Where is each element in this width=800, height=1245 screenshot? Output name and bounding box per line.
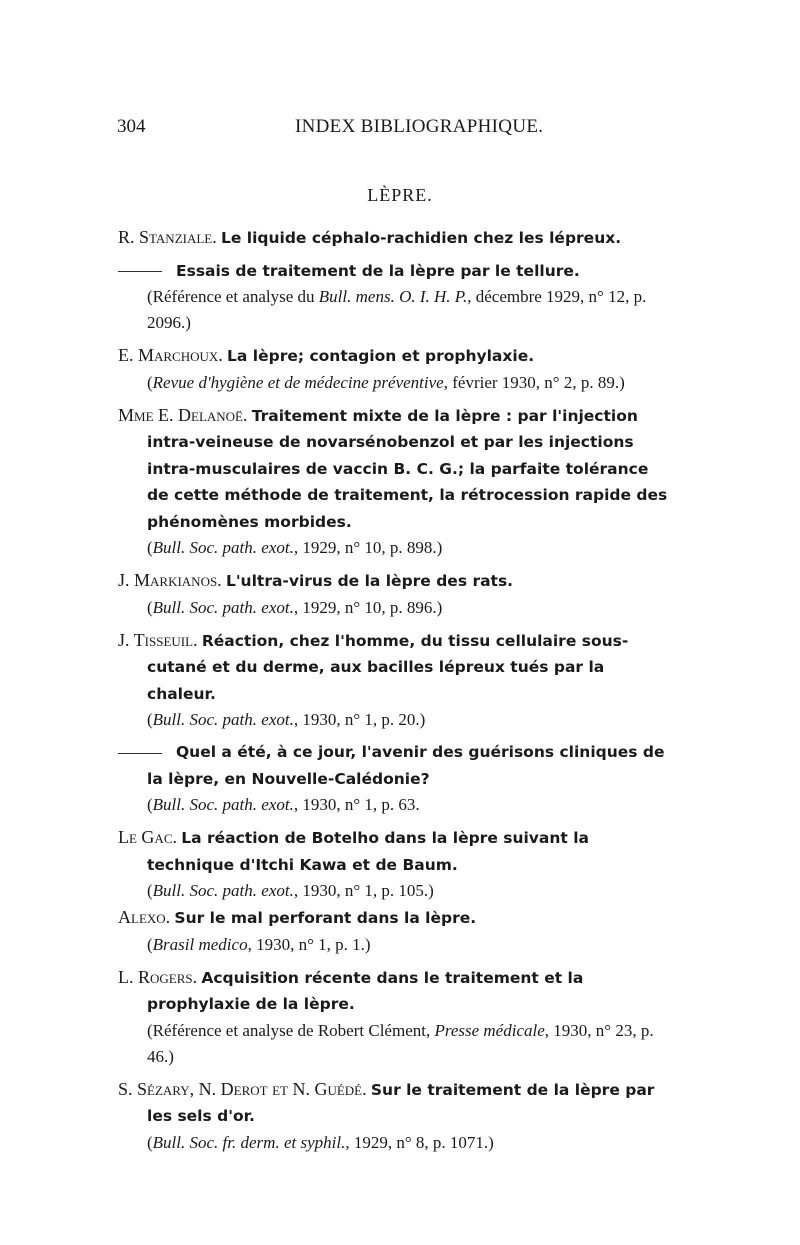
ditto-dash [118,753,162,754]
bibliography-entry [0,258,800,337]
reference-source: Bull. Soc. path. exot. [152,538,294,557]
running-title: INDEX BIBLIOGRAPHIQUE. [295,116,544,137]
reference-source: Bull. Soc. fr. derm. et syphil. [152,1132,346,1152]
reference-source: Bull. mens. O. I. H. P. [318,287,468,306]
reference-source: Revue d'hygiène et de médecine préventive [152,372,444,392]
entry-author: Mme E. Delanoë. [118,404,248,425]
entry-reference: (Bull. Soc. path. exot., 1930, n° 1, p. 105.) [147,881,434,900]
page-number: 304 [117,116,146,137]
entry-author: L. Rogers. [118,966,198,987]
reference-source: Bull. Soc. path. exot. [152,710,294,729]
entry-author: R. Stanziale. [118,227,217,247]
entry-author: Alexo. [118,907,171,927]
bibliography-entry [0,1076,800,1156]
bibliography-entry [0,567,800,621]
bibliography-entry [0,964,800,1070]
entry-title: Sur le mal perforant dans la lèpre. [174,909,477,927]
bibliography-entry [0,342,800,396]
entry-title: Acquisition récente dans le traitement et la prophylaxie de la lèpre. [147,968,584,1013]
bibliography-entry [0,904,800,958]
entry-reference: (Bull. Soc. fr. derm. et syphil., 1929, n° 8, p. 1071.) [147,1132,494,1152]
entry-title: Le liquide céphalo-rachidien chez les lépreux. [220,229,622,247]
entry-reference: (Référence et analyse de Robert Clément, Presse médicale, 1930, n° 23, p. 46.) [147,1020,654,1066]
entry-author: J. Tisseuil. [118,629,198,650]
entry-title: Sur le traitement de la lèpre par les sels d'or. [147,1080,655,1125]
entry-title: L'ultra-virus de la lèpre des rats. [225,572,514,590]
entry-reference: (Bull. Soc. path. exot., 1929, n° 10, p. 896.) [147,597,443,617]
entry-author: S. Sézary, N. Derot et N. Guédé. [118,1078,367,1099]
entry-title: La lèpre; contagion et prophylaxie. [227,347,535,365]
reference-source: Brasil medico [152,934,248,954]
section-title: LÈPRE. [367,185,433,205]
entry-title: Quel a été, à ce jour, l'avenir des guérisons cliniques de la lèpre, en Nouvelle-Calédonie? [147,743,665,788]
bibliography-entry [0,402,800,562]
entry-reference: (Revue d'hygiène et de médecine préventive, février 1930, n° 2, p. 89.) [147,372,625,392]
reference-source: Presse médicale [434,1020,545,1040]
bibliography-entry [0,627,800,734]
entry-author: E. Marchoux. [118,345,223,365]
entry-reference: (Bull. Soc. path. exot., 1930, n° 1, p. 63. [147,795,420,814]
entry-reference: (Brasil medico, 1930, n° 1, p. 1.) [147,934,371,954]
ditto-dash [118,271,162,272]
entry-reference: (Bull. Soc. path. exot., 1930, n° 1, p. 20.) [147,710,426,729]
bibliography-list [0,224,800,1156]
bibliography-entry [0,224,800,252]
bibliography-entry [0,739,800,818]
reference-source: Bull. Soc. path. exot. [152,881,294,900]
page-header [117,116,687,146]
entry-author: Le Gac. [118,827,177,847]
reference-source: Bull. Soc. path. exot. [152,597,294,617]
entry-title: La réaction de Botelho dans la lèpre suivant la technique d'Itchi Kawa et de Baum. [147,829,589,874]
reference-source: Bull. Soc. path. exot. [152,795,294,814]
entry-title: Essais de traitement de la lèpre par le tellure. [176,261,580,280]
entry-title: Réaction, chez l'homme, du tissu cellulaire sous-cutané et du derme, aux bacilles lépreux tués par la chaleur. [147,631,629,703]
entry-title: Traitement mixte de la lèpre : par l'injection intra-veineuse de novarsénobenzol et par les injections intra-musculaires de vaccin B. C. G.; la parfaite tolérance de cette méthode de traitement, la rétrocession rapide des phénomènes morbides. [147,406,668,531]
entry-reference: (Référence et analyse du Bull. mens. O. I. H. P., décembre 1929, n° 12, p. 2096.) [147,287,647,332]
entry-reference: (Bull. Soc. path. exot., 1929, n° 10, p. 898.) [147,538,443,557]
bibliography-entry [0,824,800,904]
entry-author: J. Markianos. [118,570,222,590]
